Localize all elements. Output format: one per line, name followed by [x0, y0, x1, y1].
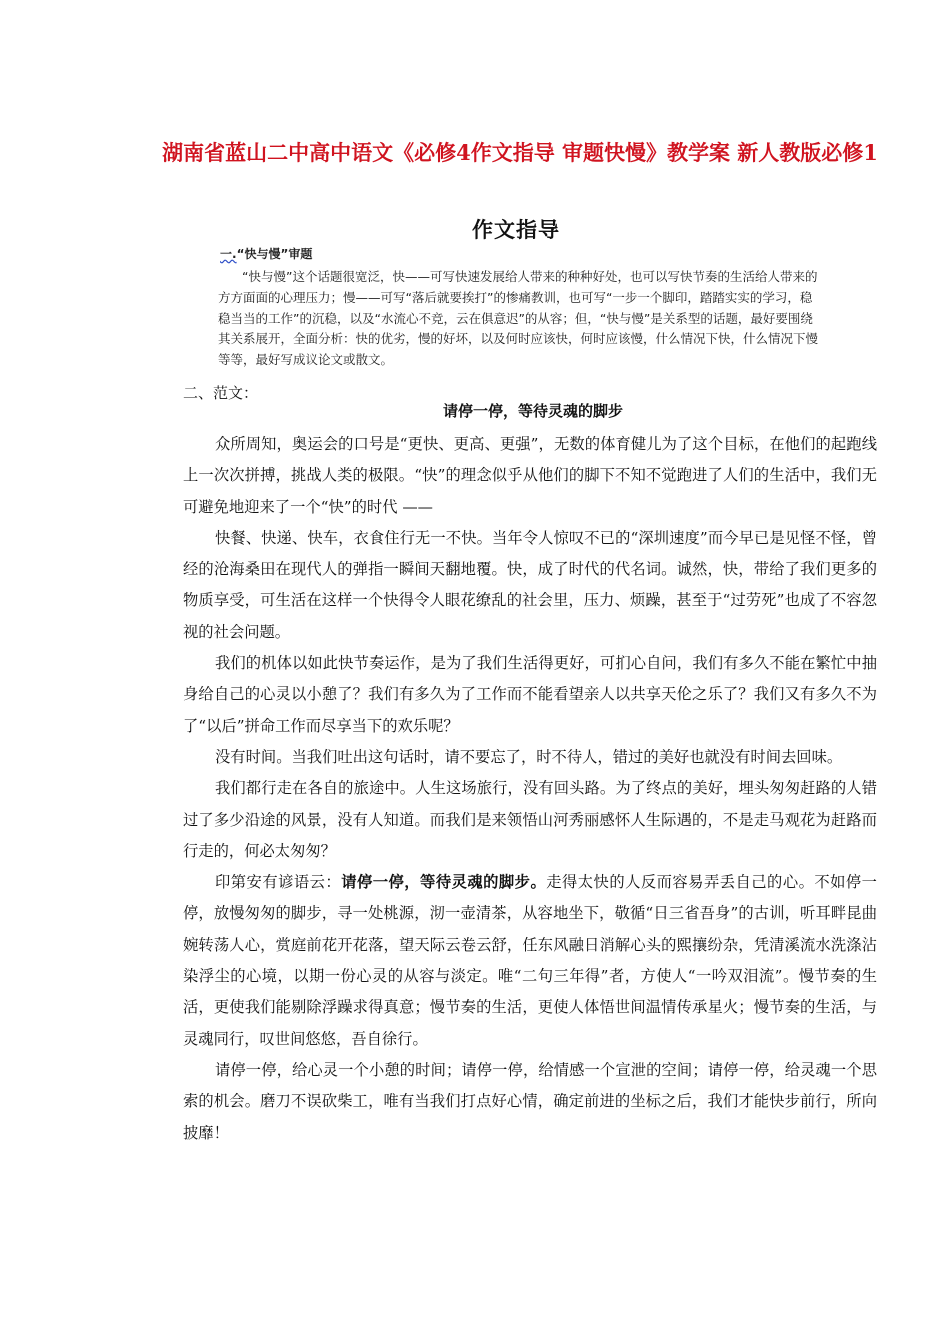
- essay-paragraph-7: 请停一停，给心灵一个小憩的时间；请停一停，给情感一个宣泄的空间；请停一停，给灵魂一个思索的机会。磨刀不误砍柴工，唯有当我们打点好心情，确定前进的坐标之后，我们才能快步前行，所向披靡！: [183, 1060, 877, 1142]
- essay-body: [183, 429, 877, 1149]
- image-paragraph: “快与慢”这个话题很宽泛，快——可写快速发展给人带来的种种好处，也可以写快节奏的生活给人带来的方方面面的心理压力；慢——可写“落后就要挨打”的惨痛教训，也可写“一步一个脚印，踏踏实实的学习，稳稳当当的工作”的沉稳，以及“水流心不竞，云在俱意迟”的从容；但，“快与慢”是关系型的话题，最好要围绕其关系展开，全面分析：快的优劣，慢的好坏，以及何时应该快，何时应该慢，什么情况下快，什么情况下慢等等，最好写成议论文或散文。: [218, 269, 819, 368]
- essay-paragraph-2: 快餐、快递、快车，衣食住行无一不快。当年令人惊叹不已的“深圳速度”而今早已是见怪不怪，曾经的沧海桑田在现代人的弹指一瞬间天翻地覆。快，成了时代的代名词。诚然，快，带给了我们更多的物质享受，可生活在这样一个快得令人眼花缭乱的社会里，压力、烦躁，甚至于“过劳死”也成了不容忽视的社会问题。: [183, 528, 877, 641]
- document-title: 湖南省蓝山二中高中语文《必修4作文指导 审题快慢》教学案 新人教版必修1: [162, 140, 878, 165]
- proverb-quote: 请停一停，等待灵魂的脚步。: [341, 873, 547, 892]
- image-subheading: [220, 246, 818, 263]
- proverb-intro: 印第安有谚语云：: [215, 873, 342, 892]
- subheading-number: 一.: [220, 247, 237, 261]
- essay-paragraph-5: 我们都行走在各自的旅途中。人生这场旅行，没有回头路。为了终点的美好，埋头匆匆赶路的人错过了多少沿途的风景，没有人知道。而我们是来领悟山河秀丽感怀人生际遇的，不是走马观花为赶路而行走的，何必太匆匆？: [183, 779, 877, 860]
- essay-paragraph-6: [183, 867, 877, 1055]
- essay-paragraph-1: 众所周知，奥运会的口号是“更快、更高、更强”，无数的体育健儿为了这个目标，在他们的起跑线上一次次拼搏，挑战人类的极限。“快”的理念似乎从他们的脚下不知不觉跑进了人们的生活中，我们无可避免地迎来了一个“快”的时代 ——: [183, 435, 877, 516]
- section2-label: 二、范文：: [183, 384, 259, 402]
- proverb-elaboration: 走得太快的人反而容易弄丢自己的心。不如停一停，放慢匆匆的脚步，寻一处桃源，沏一壶清茶，从容地坐下，敬循“日三省吾身”的古训，听耳畔昆曲婉转荡人心，赏庭前花开花落，望天际云卷云舒，任东风融日消解心头的熙攘纷杂，凭清溪流水洗涤沾染浮尘的心境，以期一份心灵的从容与淡定。唯“二句三年得”者，方使人“一吟双泪流”。慢节奏的生活，更使我们能剔除浮躁求得真意；慢节奏的生活，更使人体悟世间温情传承星火；慢节奏的生活，与灵魂同行，叹世间悠悠，吾自徐行。: [183, 873, 877, 1048]
- subheading-text: “快与慢”审题: [236, 247, 313, 261]
- section-heading: 作文指导: [472, 217, 560, 242]
- essay-paragraph-4: 没有时间。当我们吐出这句话时，请不要忘了，时不待人，错过的美好也就没有时间去回味。: [215, 747, 843, 766]
- essay-paragraph-3: 我们的机体以如此快节奏运作，是为了我们生活得更好，可扪心自问，我们有多久不能在繁忙中抽身给自己的心灵以小憩了？我们有多久为了工作而不能看望亲人以共享天伦之乐了？我们又有多久不为了“以后”拼命工作而尽享当下的欢乐呢？: [183, 654, 877, 735]
- embedded-text-image: [218, 246, 818, 371]
- essay-title: 请停一停，等待灵魂的脚步: [442, 402, 623, 420]
